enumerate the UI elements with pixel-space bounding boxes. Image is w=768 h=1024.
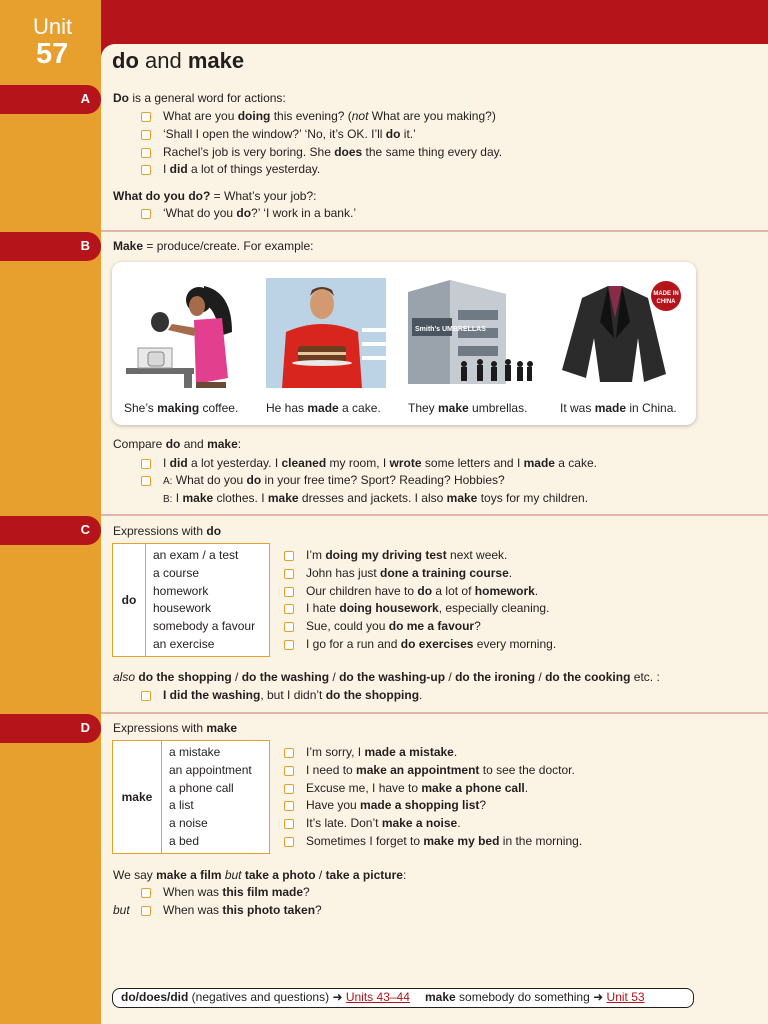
- expression-item: homework: [153, 584, 209, 598]
- checkbox-icon: [141, 888, 151, 898]
- checkbox-icon: [284, 640, 294, 650]
- checkbox-icon: [141, 112, 151, 122]
- expression-item: somebody a favour: [153, 619, 256, 633]
- example-line: I need to make an appointment to see the doctor.: [306, 763, 575, 777]
- expression-item: a mistake: [169, 745, 221, 759]
- checkbox-icon: [284, 604, 294, 614]
- cross-reference-do: do/does/did (negatives and questions) ➜ Units 43–44: [121, 990, 410, 1004]
- compare-heading: Compare do and make:: [113, 437, 242, 451]
- photo-caption: He has made a cake.: [266, 401, 381, 415]
- made-in-china-tag-line1: MADE IN: [653, 291, 679, 297]
- example-line: I did a lot of things yesterday.: [163, 162, 321, 176]
- checkbox-icon: [284, 748, 294, 758]
- dialog-line-a: A: What do you do in your free time? Sport? Reading? Hobbies?: [163, 473, 505, 487]
- cross-reference-box: [112, 988, 694, 1008]
- checkbox-icon: [141, 476, 151, 486]
- section-d-tab: D: [0, 714, 101, 743]
- umbrella-factory-image: [402, 278, 537, 388]
- checkbox-icon: [284, 622, 294, 632]
- section-a-tab: A: [0, 85, 101, 114]
- cross-reference-make: make somebody do something ➜ Unit 53: [425, 990, 645, 1004]
- example-line: What are you doing this evening? (not What are you making?): [163, 109, 496, 123]
- photo-caption: They make umbrellas.: [408, 401, 528, 415]
- factory-sign-text: Smith's UMBRELLAS: [415, 326, 486, 333]
- section-divider: [101, 230, 768, 232]
- left-sidebar: [0, 0, 101, 1024]
- expression-item: housework: [153, 601, 212, 615]
- whatdo-heading: What do you do? = What’s your job?:: [113, 189, 317, 203]
- example-line: Have you made a shopping list?: [306, 798, 487, 812]
- wesay-line: We say make a film but take a photo / take a picture:: [113, 868, 407, 882]
- checkbox-icon: [284, 819, 294, 829]
- unit-label: Unit: [33, 14, 73, 39]
- example-line: I did the washing, but I didn’t do the shopping.: [163, 688, 423, 702]
- made-in-china-tag-line2: CHINA: [656, 299, 676, 305]
- checkbox-icon: [141, 906, 151, 916]
- checkbox-icon: [141, 130, 151, 140]
- example-line: ‘What do you do?’ ‘I work in a bank.’: [163, 206, 356, 220]
- checkbox-icon: [141, 165, 151, 175]
- section-c-heading: Expressions with do: [113, 524, 222, 538]
- example-line: When was this photo taken?: [163, 903, 322, 917]
- expression-item: an exam / a test: [153, 548, 239, 562]
- expression-item: a phone call: [169, 781, 234, 795]
- example-line: When was this film made?: [163, 885, 310, 899]
- expression-item: an exercise: [153, 637, 215, 651]
- example-line: ‘Shall I open the window?’ ‘No, it’s OK. I’ll do it.’: [163, 127, 416, 141]
- section-c-tab: C: [0, 516, 101, 545]
- expression-item: a list: [169, 798, 194, 812]
- checkbox-icon: [284, 801, 294, 811]
- unit-badge: [0, 0, 101, 83]
- checkbox-icon: [284, 569, 294, 579]
- jacket-made-in-china-image: [548, 278, 688, 388]
- man-with-cake-image: [266, 278, 386, 388]
- checkbox-icon: [284, 551, 294, 561]
- checkbox-icon: [284, 837, 294, 847]
- example-line: I’m doing my driving test next week.: [306, 548, 508, 562]
- example-line: Rachel’s job is very boring. She does the same thing every day.: [163, 145, 503, 159]
- example-line: I’m sorry, I made a mistake.: [306, 745, 458, 759]
- unit-number: 57: [36, 38, 69, 70]
- example-line: It’s late. Don’t make a noise.: [306, 816, 461, 830]
- example-line: Sometimes I forget to make my bed in the morning.: [306, 834, 583, 848]
- checkbox-icon: [284, 766, 294, 776]
- section-b-tab: B: [0, 232, 101, 261]
- arrow-icon: ➜: [593, 990, 604, 1004]
- section-a-intro: Do is a general word for actions:: [113, 91, 286, 105]
- example-line: Sue, could you do me a favour?: [306, 619, 481, 633]
- expression-item: a course: [153, 566, 200, 580]
- checkbox-icon: [141, 459, 151, 469]
- expression-item: an appointment: [169, 763, 252, 777]
- section-b-intro: Make = produce/create. For example:: [113, 239, 314, 253]
- expression-item: a bed: [169, 834, 200, 848]
- expression-item: a noise: [169, 816, 208, 830]
- also-line: also do the shopping / do the washing / do the washing-up / do the ironing / do the cooking etc. :: [113, 670, 660, 684]
- but-label: but: [113, 903, 130, 917]
- table-key: do: [113, 544, 146, 656]
- make-expressions-table: [112, 740, 270, 854]
- units-43-44-link[interactable]: Units 43–44: [345, 990, 410, 1004]
- checkbox-icon: [284, 784, 294, 794]
- section-d-heading: Expressions with make: [113, 721, 238, 735]
- checkbox-icon: [141, 691, 151, 701]
- do-expressions-table: [112, 543, 270, 657]
- example-line: Excuse me, I have to make a phone call.: [306, 781, 529, 795]
- example-line: I go for a run and do exercises every morning.: [306, 637, 557, 651]
- example-line: Our children have to do a lot of homework.: [306, 584, 539, 598]
- checkbox-icon: [284, 587, 294, 597]
- photo-panel: [112, 262, 696, 425]
- table-key: make: [113, 741, 162, 853]
- photo-caption: It was made in China.: [560, 401, 677, 415]
- page-title: do and make: [112, 48, 245, 73]
- checkbox-icon: [141, 209, 151, 219]
- arrow-icon: ➜: [332, 990, 343, 1004]
- section-divider: [101, 712, 768, 714]
- section-divider: [101, 514, 768, 516]
- photo-caption: She’s making coffee.: [124, 401, 239, 415]
- unit-53-link[interactable]: Unit 53: [606, 990, 645, 1004]
- example-line: I did a lot yesterday. I cleaned my room, I wrote some letters and I made a cake.: [163, 456, 597, 470]
- checkbox-icon: [141, 148, 151, 158]
- woman-making-coffee-image: [124, 278, 244, 388]
- example-line: I hate doing housework, especially cleaning.: [306, 601, 550, 615]
- example-line: John has just done a training course.: [306, 566, 513, 580]
- dialog-line-b: B: I make clothes. I make dresses and jackets. I also make toys for my children.: [163, 491, 589, 505]
